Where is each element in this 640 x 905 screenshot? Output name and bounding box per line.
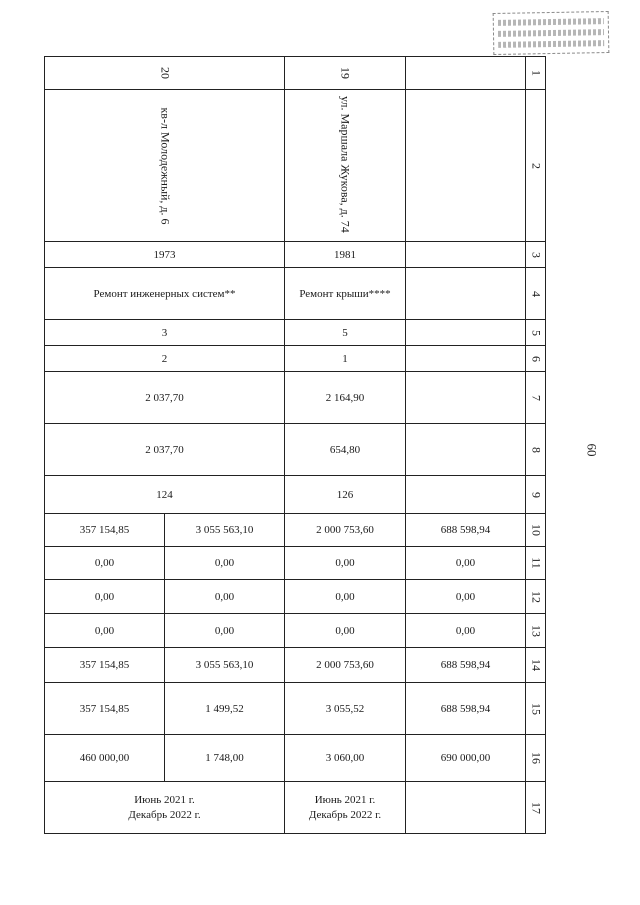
cell-area-total: 2 037,70 bbox=[45, 372, 285, 424]
date-end: Декабрь 2022 г. bbox=[128, 808, 201, 821]
stamp-line bbox=[498, 40, 604, 48]
row-number: 11 bbox=[526, 547, 546, 580]
cell-area-work: 654,80 bbox=[285, 424, 406, 476]
table-row bbox=[45, 242, 546, 268]
cell-col20-number: 20 bbox=[45, 57, 285, 90]
row-number: 5 bbox=[526, 320, 546, 346]
cell-value: 2 000 753,60 bbox=[285, 648, 406, 683]
date-start: Июнь 2021 г. bbox=[134, 793, 195, 806]
cell-work-type: Ремонт крыши**** bbox=[285, 268, 406, 320]
table-row bbox=[45, 268, 546, 320]
stamp-line bbox=[498, 18, 604, 26]
cell-value: 0,00 bbox=[406, 614, 526, 648]
cell-empty bbox=[406, 320, 526, 346]
row-number: 12 bbox=[526, 580, 546, 614]
cell-dates bbox=[45, 782, 285, 834]
cell-value: 357 154,85 bbox=[45, 683, 165, 735]
cell-value: 3 055 563,10 bbox=[165, 514, 285, 547]
cell-value: 0,00 bbox=[45, 580, 165, 614]
cell-value: 0,00 bbox=[285, 580, 406, 614]
row-number: 8 bbox=[526, 424, 546, 476]
cell-value: 1 499,52 bbox=[165, 683, 285, 735]
cell-empty bbox=[406, 476, 526, 514]
row-number: 13 bbox=[526, 614, 546, 648]
cell-value: 3 055,52 bbox=[285, 683, 406, 735]
row-number: 14 bbox=[526, 648, 546, 683]
table-row bbox=[45, 320, 546, 346]
cell-floors: 5 bbox=[285, 320, 406, 346]
table-row bbox=[45, 614, 546, 648]
cell-empty bbox=[406, 242, 526, 268]
cell-residents: 126 bbox=[285, 476, 406, 514]
row-number: 10 bbox=[526, 514, 546, 547]
cell-col19-address: ул. Маршала Жукова, д. 74 bbox=[285, 90, 406, 242]
cell-col19-number: 19 bbox=[285, 57, 406, 90]
table-row bbox=[45, 683, 546, 735]
cell-value: 0,00 bbox=[406, 580, 526, 614]
table-row bbox=[45, 648, 546, 683]
cell-empty bbox=[406, 372, 526, 424]
date-start: Июнь 2021 г. bbox=[314, 793, 376, 806]
cell-value: 688 598,94 bbox=[406, 514, 526, 547]
cell-value: 0,00 bbox=[165, 547, 285, 580]
cell-value: 688 598,94 bbox=[406, 648, 526, 683]
table-row bbox=[45, 424, 546, 476]
cell-empty bbox=[406, 346, 526, 372]
cell-year: 1981 bbox=[285, 242, 406, 268]
cell-value: 688 598,94 bbox=[406, 683, 526, 735]
cell-value: 357 154,85 bbox=[45, 514, 165, 547]
cell-entrances: 2 bbox=[45, 346, 285, 372]
table-row bbox=[45, 346, 546, 372]
table-row bbox=[45, 90, 546, 242]
page-number: 60 bbox=[584, 443, 600, 457]
table-row bbox=[45, 514, 546, 547]
cell-value: 460 000,00 bbox=[45, 735, 165, 782]
cell-value: 0,00 bbox=[165, 614, 285, 648]
cell-value: 1 748,00 bbox=[165, 735, 285, 782]
cell-value: 0,00 bbox=[406, 547, 526, 580]
cell-area-total: 2 164,90 bbox=[285, 372, 406, 424]
date-end: Декабрь 2022 г. bbox=[308, 808, 382, 821]
cell-work-type: Ремонт инженерных систем** bbox=[45, 268, 285, 320]
row-number: 3 bbox=[526, 242, 546, 268]
cell-value: 690 000,00 bbox=[406, 735, 526, 782]
table-row bbox=[45, 57, 546, 90]
document-stamp bbox=[493, 11, 610, 55]
table-row bbox=[45, 580, 546, 614]
cell-area-work: 2 037,70 bbox=[45, 424, 285, 476]
cell-value: 2 000 753,60 bbox=[285, 514, 406, 547]
cell-value: 0,00 bbox=[165, 580, 285, 614]
cell-value: 0,00 bbox=[285, 547, 406, 580]
row-number: 2 bbox=[526, 90, 546, 242]
cell-floors: 3 bbox=[45, 320, 285, 346]
table-row bbox=[45, 372, 546, 424]
cell-col20-address: кв-л Молодежный, д. 6 bbox=[45, 90, 285, 242]
table-row bbox=[45, 735, 546, 782]
row-number: 9 bbox=[526, 476, 546, 514]
row-number: 15 bbox=[526, 683, 546, 735]
cell-value: 3 055 563,10 bbox=[165, 648, 285, 683]
cell-year: 1973 bbox=[45, 242, 285, 268]
row-number: 7 bbox=[526, 372, 546, 424]
row-number: 1 bbox=[526, 57, 546, 90]
row-number: 4 bbox=[526, 268, 546, 320]
cell-empty bbox=[406, 268, 526, 320]
table-row bbox=[45, 782, 546, 834]
table-row bbox=[45, 476, 546, 514]
cell-value: 0,00 bbox=[45, 614, 165, 648]
cell-value: 0,00 bbox=[285, 614, 406, 648]
cell-dates bbox=[285, 782, 406, 834]
cell-empty bbox=[406, 782, 526, 834]
row-number: 16 bbox=[526, 735, 546, 782]
cell-value: 0,00 bbox=[45, 547, 165, 580]
cell-empty bbox=[406, 424, 526, 476]
cell-empty bbox=[406, 90, 526, 242]
stamp-line bbox=[498, 29, 604, 37]
cell-empty bbox=[406, 57, 526, 90]
cell-residents: 124 bbox=[45, 476, 285, 514]
cell-value: 357 154,85 bbox=[45, 648, 165, 683]
row-number: 17 bbox=[526, 782, 546, 834]
cell-value: 3 060,00 bbox=[285, 735, 406, 782]
cell-entrances: 1 bbox=[285, 346, 406, 372]
table-row bbox=[45, 547, 546, 580]
row-number: 6 bbox=[526, 346, 546, 372]
repair-table bbox=[44, 56, 546, 834]
